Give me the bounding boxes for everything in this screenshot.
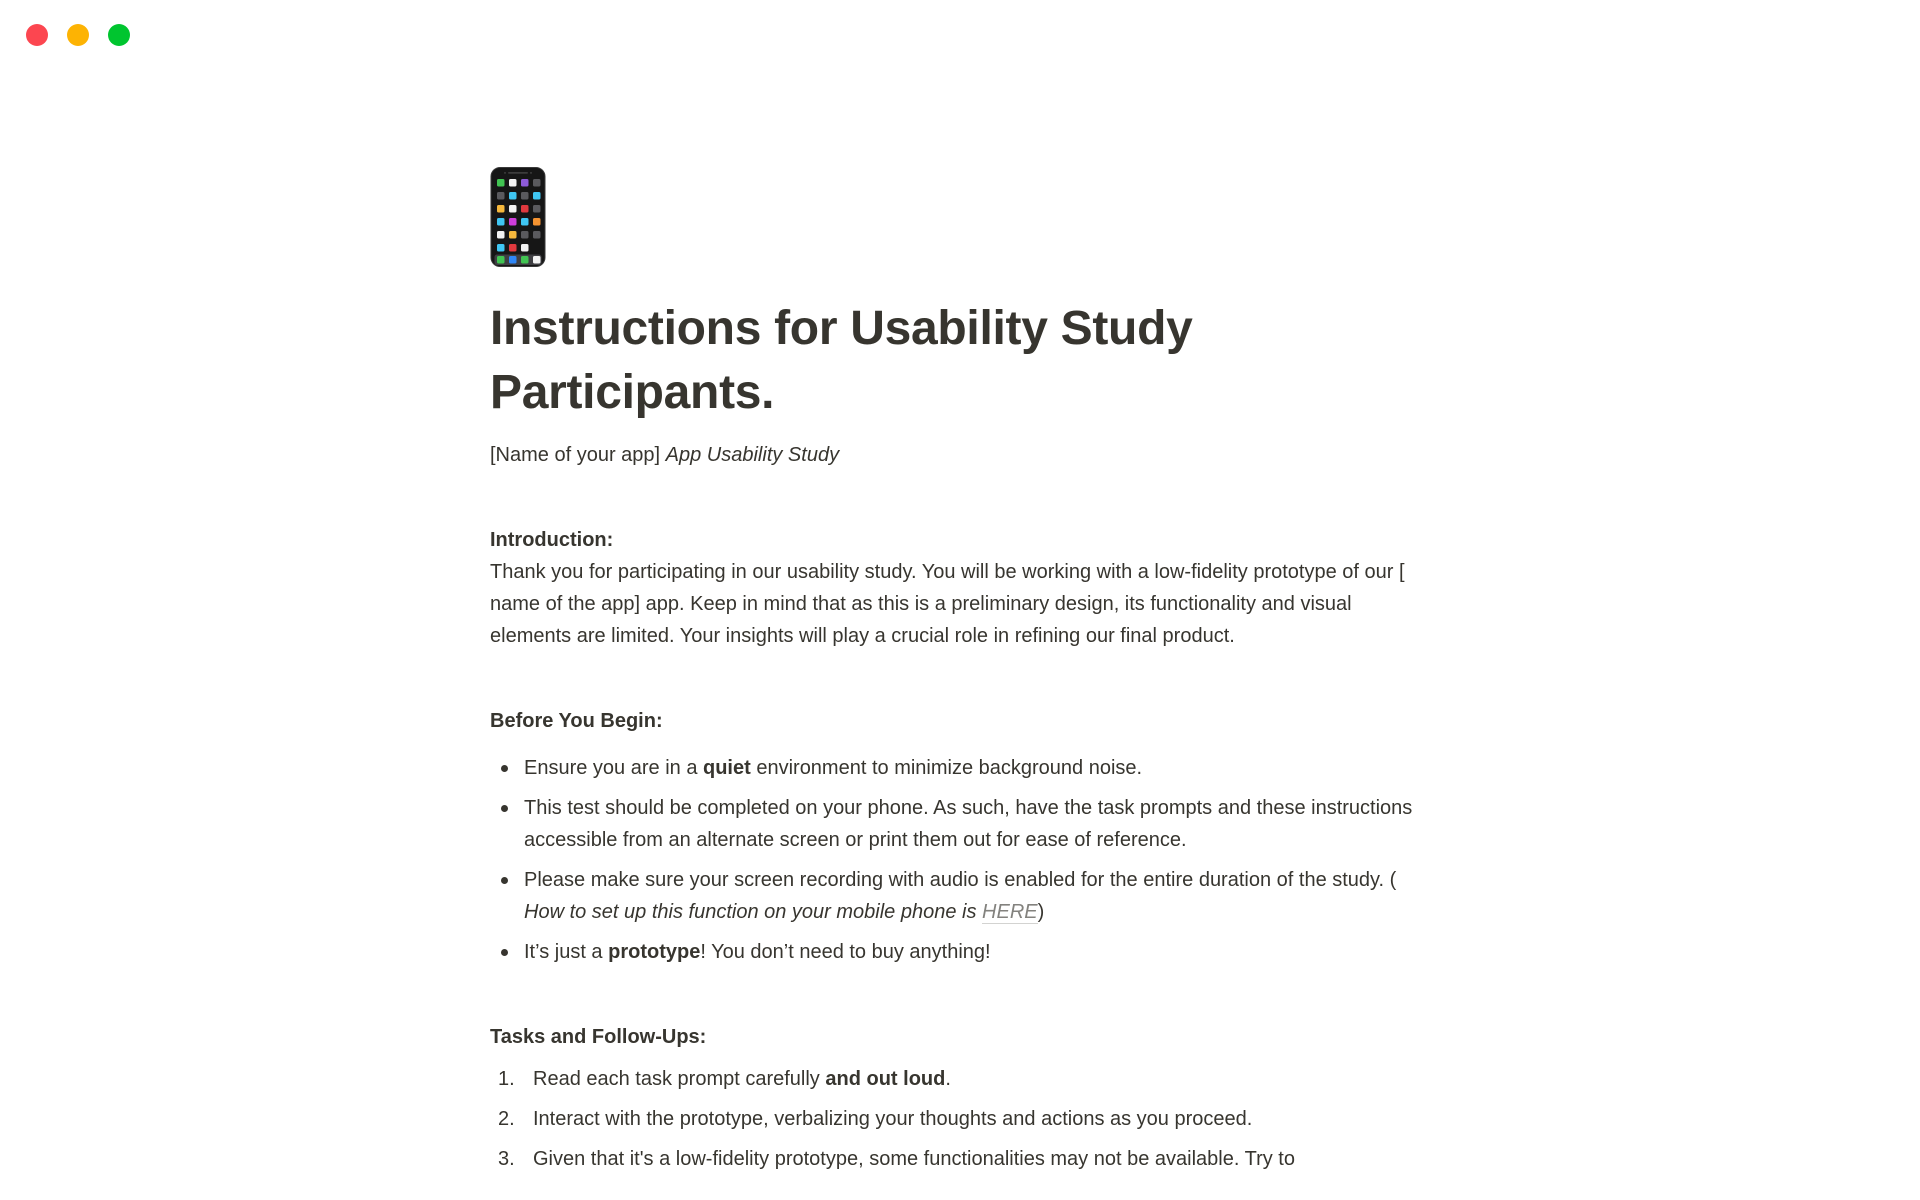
list-item-text: [524, 869, 1396, 924]
text-segment: and out loud: [825, 1068, 946, 1090]
bullet-list-item[interactable]: [490, 792, 1430, 856]
text-segment: [Name of your app]: [490, 444, 666, 466]
text-segment: ): [1037, 901, 1045, 923]
close-button[interactable]: [26, 24, 48, 46]
text-segment: quiet: [703, 757, 751, 779]
mobile-phone-icon[interactable]: [490, 167, 546, 267]
text-segment: Please make sure your screen recording with audio is enabled for the entire duration of the study. (: [524, 869, 1397, 891]
before-you-begin-heading[interactable]: Before You Begin:: [490, 710, 663, 732]
bullet-icon: [501, 805, 508, 812]
number-marker: 3.: [498, 1148, 515, 1170]
section-introduction: [490, 524, 1430, 652]
text-segment: It’s just a: [524, 941, 609, 963]
minimize-button[interactable]: [67, 24, 89, 46]
section-before-you-begin: [490, 705, 1430, 968]
text-segment: .: [945, 1068, 951, 1090]
fullscreen-button[interactable]: [108, 24, 130, 46]
text-segment: Ensure you are in a: [524, 757, 703, 779]
bullet-icon: [501, 877, 508, 884]
bullet-list-item[interactable]: [490, 752, 1430, 784]
text-segment: App Usability Study: [665, 444, 840, 466]
introduction-heading[interactable]: Introduction:: [490, 529, 614, 551]
list-item-text: [524, 757, 1142, 779]
text-segment: prototype: [608, 941, 701, 963]
tasks-heading[interactable]: Tasks and Follow-Ups:: [490, 1026, 707, 1048]
bullet-icon: [501, 765, 508, 772]
number-marker: 2.: [498, 1108, 515, 1130]
text-segment: Given that it's a low-fidelity prototype, some functionalities may not be available. Try to: [533, 1148, 1295, 1170]
before-you-begin-list: [490, 752, 1430, 968]
list-item-text: [524, 941, 991, 963]
numbered-list-item[interactable]: [490, 1063, 1430, 1095]
number-marker: 1.: [498, 1068, 515, 1090]
bullet-list-item[interactable]: [490, 936, 1430, 968]
tasks-numbered-list: [490, 1063, 1430, 1175]
list-item-text: [533, 1068, 951, 1090]
page-title[interactable]: Instructions for Usability Study Participants.: [490, 302, 1193, 419]
list-item-text: [533, 1108, 1252, 1130]
text-segment: How to set up this function on your mobile phone is: [524, 901, 983, 923]
page-subtitle[interactable]: [490, 439, 1430, 471]
window-controls: [26, 24, 149, 46]
text-segment: environment to minimize background noise.: [750, 757, 1143, 779]
list-item-text: [533, 1148, 1295, 1170]
text-segment: Thank you for participating in our usability study. You will be working with a low-fidelity prototype of our [ name of the app] app. Keep in mind that as this is a preliminary design, its functionality and visual elements are limited. Your insights will play a crucial role in refining our final product.: [490, 561, 1405, 647]
numbered-list-item[interactable]: [490, 1103, 1430, 1135]
bullet-icon: [501, 949, 508, 956]
list-item-text: [524, 797, 1412, 851]
numbered-list-item[interactable]: [490, 1143, 1430, 1175]
bullet-list-item[interactable]: [490, 864, 1430, 928]
text-segment: Interact with the prototype, verbalizing your thoughts and actions as you proceed.: [533, 1108, 1253, 1130]
text-segment: Read each task prompt carefully: [533, 1068, 826, 1090]
mobile-phone-emoji-graphic: [490, 167, 546, 267]
document-page: [490, 0, 1430, 1175]
text-segment: ! You don’t need to buy anything!: [700, 941, 991, 963]
section-tasks-and-follow-ups: [490, 1021, 1430, 1175]
introduction-paragraph[interactable]: [490, 556, 1430, 652]
here-link[interactable]: HERE: [982, 901, 1038, 923]
text-segment: This test should be completed on your phone. As such, have the task prompts and these instructions accessible from an alternate screen or print them out for ease of reference.: [524, 797, 1413, 851]
